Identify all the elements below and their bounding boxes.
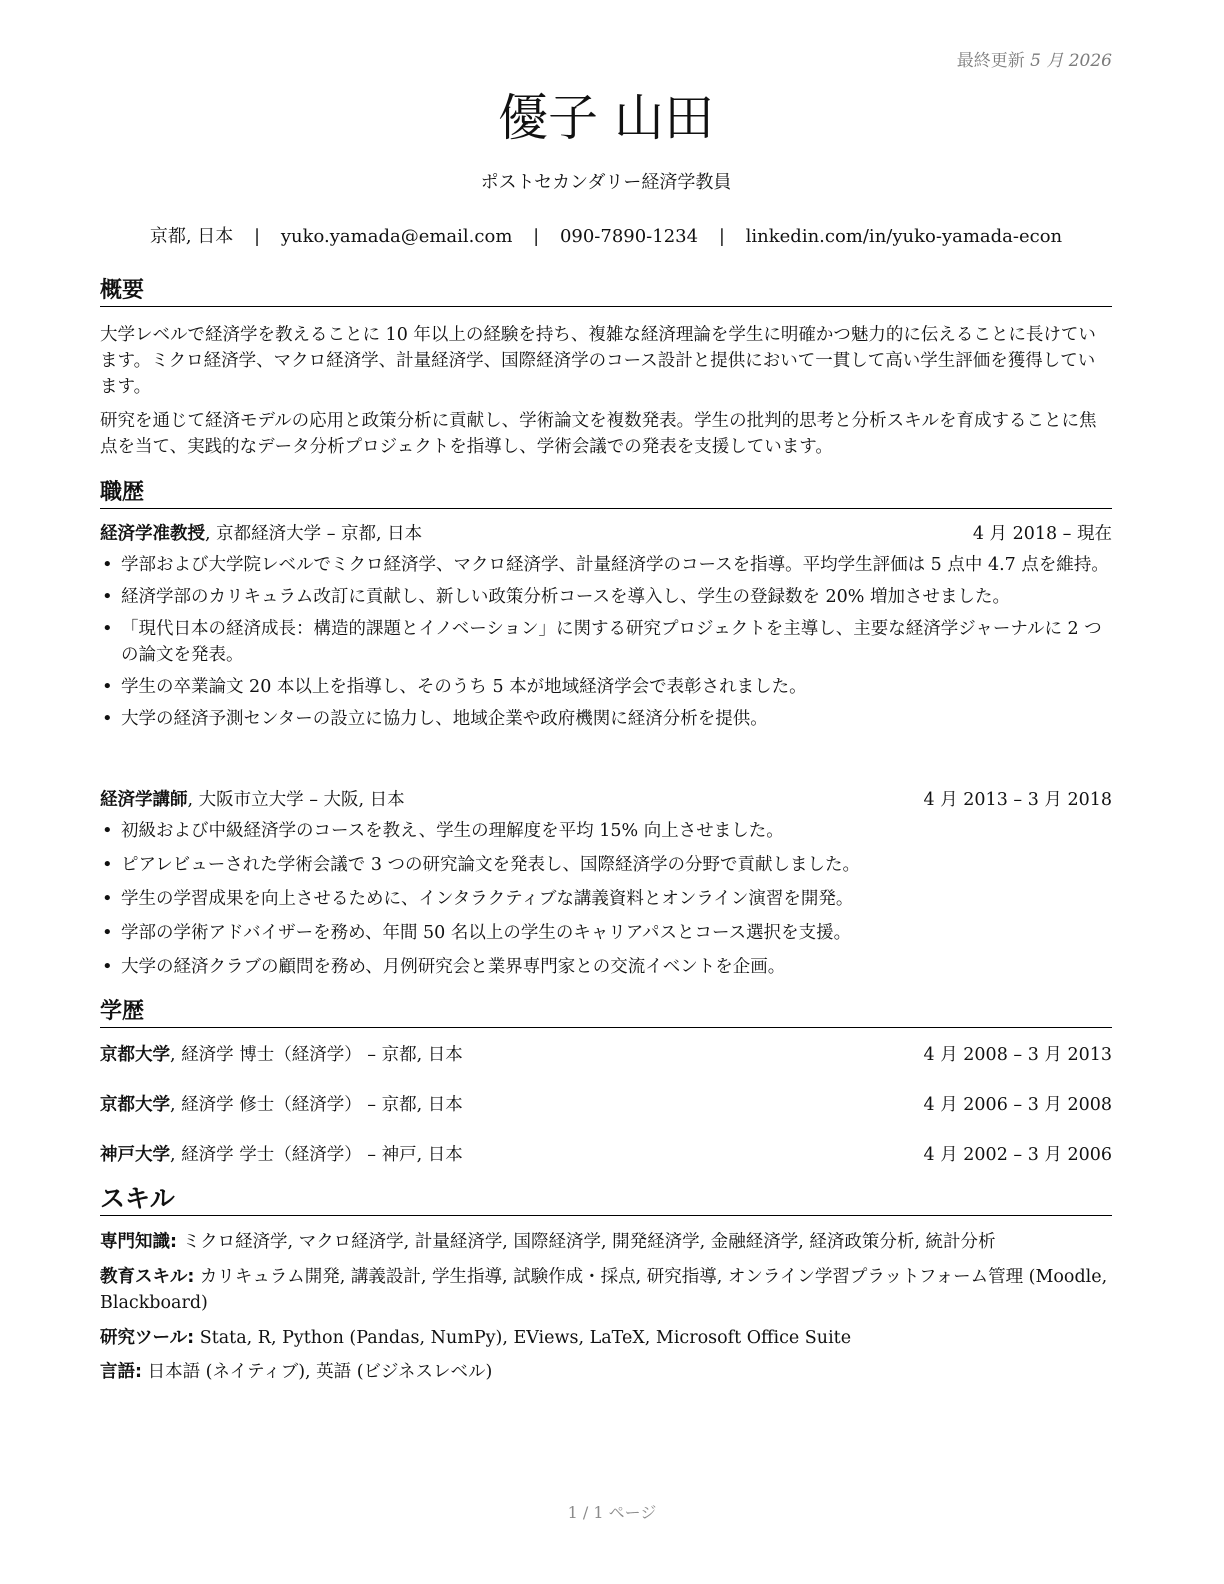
education-detail: , 経済学 博士（経済学） – 京都, 日本 xyxy=(170,1045,463,1065)
contact-location: 京都, 日本 xyxy=(149,226,234,247)
skill-label: 教育スキル: xyxy=(100,1267,195,1287)
skill-value: Stata, R, Python (Pandas, NumPy), EViews, LaTeX, Microsoft Office Suite xyxy=(194,1328,852,1348)
education-date: 4 月 2002 – 3 月 2006 xyxy=(923,1145,1112,1165)
list-item: • 「現代日本の経済成長：構造的課題とイノベーション」に関する研究プロジェクトを主導し、主要な経済学ジャーナルに 2 つの論文を発表。 xyxy=(100,616,1112,668)
education-detail: , 経済学 学士（経済学） – 神戸, 日本 xyxy=(170,1145,463,1165)
last-updated xyxy=(957,46,1112,71)
list-item: • 学部および大学院レベルでミクロ経済学、マクロ経済学、計量経済学のコースを指導。平均学生評価は 5 点中 4.7 点を維持。 xyxy=(100,552,1112,578)
updated-date: 5 月 2026 xyxy=(1030,51,1112,71)
education-row xyxy=(100,1042,1112,1068)
job-header xyxy=(100,787,1112,813)
candidate-title: ポストセカンダリー経済学教員 xyxy=(480,172,732,193)
job-bullets xyxy=(100,818,1112,980)
job-org: , 大阪市立大学 – 大阪, 日本 xyxy=(187,790,405,810)
contact-phone[interactable]: 090-7890-1234 xyxy=(559,226,699,247)
job-date: 4 月 2013 – 3 月 2018 xyxy=(923,790,1112,810)
list-item: • 経済学部のカリキュラム改訂に貢献し、新しい政策分析コースを導入し、学生の登録数を 20% 増加させました。 xyxy=(100,584,1112,610)
job-role: 経済学准教授 xyxy=(100,524,205,544)
resume-page xyxy=(100,0,1112,1584)
job-role: 経済学講師 xyxy=(100,790,188,810)
job-date: 4 月 2018 – 現在 xyxy=(972,524,1112,544)
skill-row xyxy=(100,1229,1112,1255)
contact-separator: | xyxy=(533,226,540,247)
education-school: 京都大学 xyxy=(100,1095,170,1115)
job-bullets xyxy=(100,552,1112,732)
list-item: • 学生の学習成果を向上させるために、インタラクティブな講義資料とオンライン演習を開発。 xyxy=(100,886,1112,912)
skill-label: 専門知識: xyxy=(100,1232,177,1252)
skill-value: カリキュラム開発, 講義設計, 学生指導, 試験作成・採点, 研究指導, オンライン学習プラットフォーム管理 (Moodle, Blackboard) xyxy=(100,1267,1108,1313)
updated-prefix: 最終更新 xyxy=(956,51,1025,71)
job-org: , 京都経済大学 – 京都, 日本 xyxy=(205,524,423,544)
skill-row xyxy=(100,1325,1112,1351)
list-item: • 学部の学術アドバイザーを務め、年間 50 名以上の学生のキャリアパスとコース選択を支援。 xyxy=(100,920,1112,946)
section-title-summary: 概要 xyxy=(100,276,1112,307)
section-title-experience: 職歴 xyxy=(100,478,1112,509)
summary-paragraph: 大学レベルで経済学を教えることに 10 年以上の経験を持ち、複雑な経済理論を学生に明確かつ魅力的に伝えることに長けています。ミクロ経済学、マクロ経済学、計量経済学、国際経済学のコース設計と提供において一貫して高い学生評価を獲得しています。 xyxy=(100,325,1096,397)
contact-line xyxy=(100,224,1112,250)
list-item: • ピアレビューされた学術会議で 3 つの研究論文を発表し、国際経済学の分野で貢献しました。 xyxy=(100,852,1112,878)
job-header xyxy=(100,521,1112,547)
contact-separator: | xyxy=(718,226,725,247)
contact-linkedin[interactable]: linkedin.com/in/yuko-yamada-econ xyxy=(745,226,1063,247)
contact-separator: | xyxy=(254,226,261,247)
education-date: 4 月 2006 – 3 月 2008 xyxy=(923,1095,1112,1115)
skill-value: 日本語 (ネイティブ), 英語 (ビジネスレベル) xyxy=(142,1362,493,1382)
list-item: • 学生の卒業論文 20 本以上を指導し、そのうち 5 本が地域経済学会で表彰されました。 xyxy=(100,674,1112,700)
skill-label: 研究ツール: xyxy=(100,1328,195,1348)
list-item: • 大学の経済予測センターの設立に協力し、地域企業や政府機関に経済分析を提供。 xyxy=(100,706,1112,732)
education-date: 4 月 2008 – 3 月 2013 xyxy=(923,1045,1112,1065)
summary-paragraph: 研究を通じて経済モデルの応用と政策分析に貢献し、学術論文を複数発表。学生の批判的思考と分析スキルを育成することに焦点を当て、実践的なデータ分析プロジェクトを指導し、学術会議での発表を支援しています。 xyxy=(100,411,1097,457)
page-number: 1 / 1 ページ xyxy=(567,1503,657,1522)
skill-row xyxy=(100,1264,1112,1316)
skill-value: ミクロ経済学, マクロ経済学, 計量経済学, 国際経済学, 開発経済学, 金融経済学, 経済政策分析, 統計分析 xyxy=(177,1232,996,1252)
list-item: • 初級および中級経済学のコースを教え、学生の理解度を平均 15% 向上させました。 xyxy=(100,818,1112,844)
education-school: 京都大学 xyxy=(100,1045,170,1065)
candidate-name: 優子 山田 xyxy=(498,89,714,147)
education-detail: , 経済学 修士（経済学） – 京都, 日本 xyxy=(170,1095,463,1115)
education-row xyxy=(100,1092,1112,1118)
list-item: • 大学の経済クラブの顧問を務め、月例研究会と業界専門家との交流イベントを企画。 xyxy=(100,954,1112,980)
section-title-education: 学歴 xyxy=(100,997,1112,1028)
contact-email[interactable]: yuko.yamada@email.com xyxy=(280,226,513,247)
education-school: 神戸大学 xyxy=(100,1145,170,1165)
section-title-skills: スキル xyxy=(100,1183,1112,1216)
skill-row xyxy=(100,1359,1112,1385)
education-row xyxy=(100,1142,1112,1168)
skill-label: 言語: xyxy=(100,1362,142,1382)
